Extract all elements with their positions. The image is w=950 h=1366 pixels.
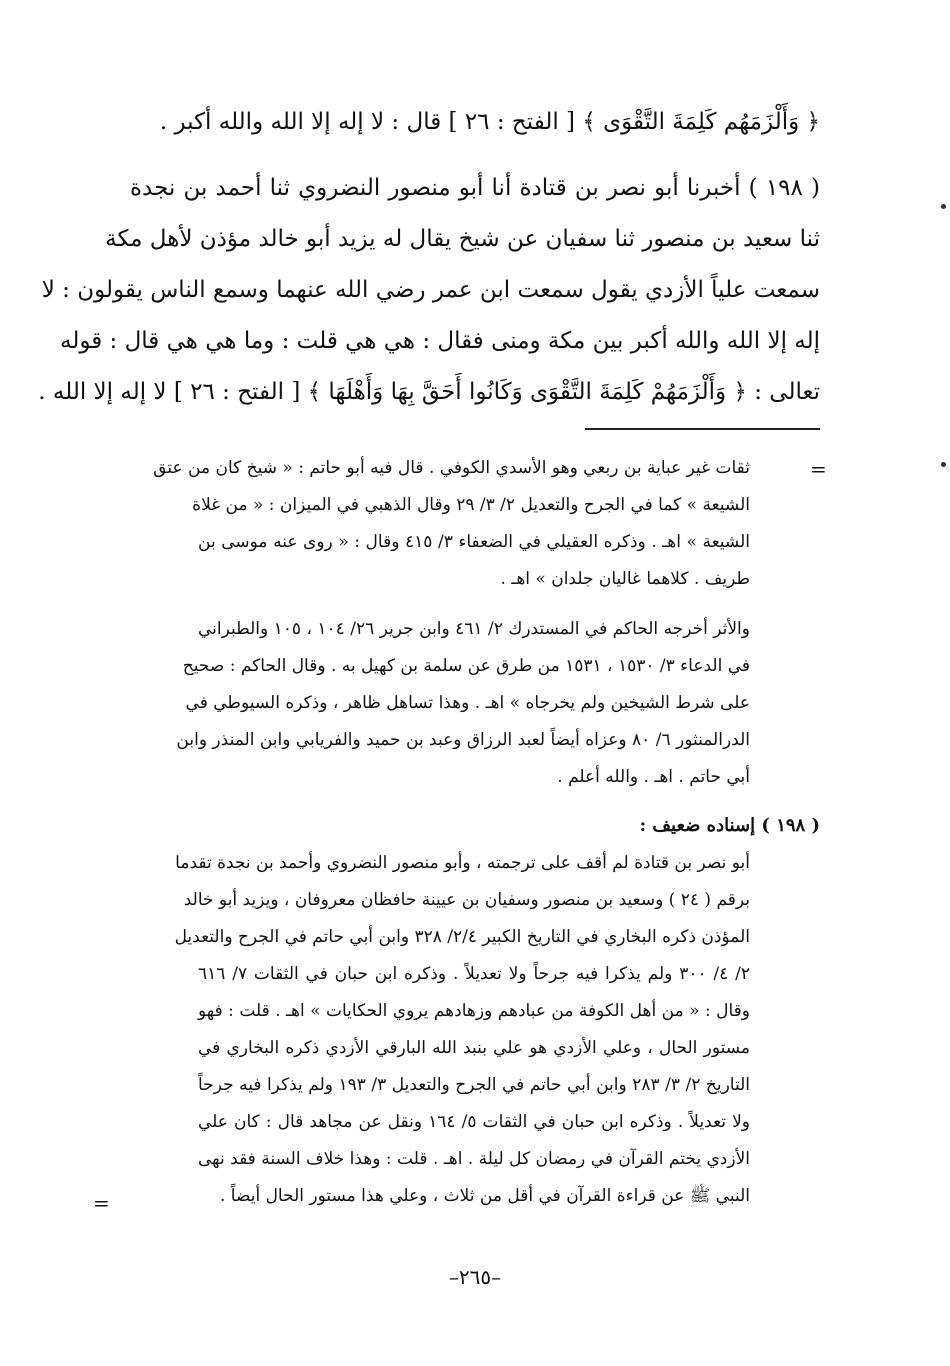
footnote-line: وقال : « من أهل الكوفة من عبادهم وزهادهم يروي الحكايات » اهـ . قلت : فهو [198, 1001, 750, 1021]
footnote-line: الشيعة » كما في الجرح والتعديل ٢/ ٣/ ٢٩ وقال الذهبي في الميزان : « من غلاة [192, 495, 750, 515]
footnote-line: ثقات غير عباية بن ربعي وهو الأسدي الكوفي . قال فيه أبو حاتم : « شيخ كان من عتق [153, 458, 750, 478]
footnote-line: طريف . كلاهما غاليان جلدان » اهـ . [500, 569, 750, 589]
scan-speck [941, 204, 946, 209]
footnote-line: على شرط الشيخين ولم يخرجاه » اهـ . وهذا تساهل ظاهر ، وذكره السيوطي في [185, 693, 750, 713]
footnote-line: ولا تعديلاً . وذكره ابن حبان في الثقات ٥/ ١٦٤ ونقل عن مجاهد قال : كان علي [198, 1112, 750, 1132]
footnote-line: الدرالمنثور ٦/ ٨٠ وعزاه أيضاً لعبد الرزاق وعبد بن حميد والفريابي وابن المنذر وابن [176, 730, 750, 750]
footnote-line: أبي حاتم . اهـ . والله أعلم . [557, 767, 750, 787]
footnote-continuation-mark: = [810, 457, 827, 481]
main-line: تعالى : ﴿ وَأَلْزَمَهُمْ كَلِمَةَ التَّقْوَى وَكَانُوا أَحَقَّ بِهَا وَأَهْلَهَا ﴾ [ الفتح : ٢٦ ] لا إله إلا الله . [38, 379, 820, 405]
footnote-line: مستور الحال ، وعلي الأزدي هو علي بنبد الله البارقي الأزدي ذكره البخاري في [198, 1038, 750, 1058]
main-line: إله إلا الله والله أكبر بين مكة ومنى فقال : هي هي قلت : وما هي هي قال : قوله [60, 328, 820, 354]
footnote-line: أبو نصر بن قتادة لم أقف على ترجمته ، وأبو منصور النضروي وأحمد بن نجدة تقدما [175, 853, 750, 873]
footnote-line: في الدعاء ٣/ ١٥٣٠ ، ١٥٣١ من طرق عن سلمة بن كهيل به . وقال الحاكم : صحيح [182, 656, 750, 676]
footnote-line: ٢/ ٤/ ٣٠٠ ولم يذكرا فيه جرحاً ولا تعديلاً . وذكره ابن حبان في الثقات ٧/ ٦١٦ [198, 964, 750, 984]
main-line: ( ١٩٨ ) أخبرنا أبو نصر بن قتادة أنا أبو منصور النضروي ثنا أحمد بن نجدة [130, 175, 820, 201]
footnote-line: النبي ﷺ عن قراءة القرآن في أقل من ثلاث ، وعلي هذا مستور الحال أيضاً . [219, 1186, 750, 1206]
footnote-line: الشيعة » اهـ . وذكره العقيلي في الضعفاء ٣/ ٤١٥ وقال : « روى عنه موسى بن [198, 532, 750, 552]
main-line: ﴿ وَأَلْزَمَهُم كَلِمَةَ التَّقْوَى ﴾ [ الفتح : ٢٦ ] قال : لا إله إلا الله والله أكبر . [159, 109, 820, 135]
main-line: ثنا سعيد بن منصور ثنا سفيان عن شيخ يقال له يزيد أبو خالد مؤذن لأهل مكة [105, 226, 820, 252]
footnote-line: التاريخ ٢/ ٣/ ٢٨٣ وابن أبي حاتم في الجرح والتعديل ٣/ ١٩٣ ولم يذكرا فيه جرحاً [198, 1075, 750, 1095]
main-line: سمعت علياً الأزدي يقول سمعت ابن عمر رضي الله عنهما وسمع الناس يقولون : لا [41, 277, 820, 303]
scan-speck [941, 462, 946, 467]
footnote-line: برقم ( ٢٤ ) وسعيد بن منصور وسفيان بن عيينة حافظان معروفان ، ويزيد أبو خالد [183, 890, 750, 910]
footnote-separator [585, 428, 820, 430]
footnote-line: المؤذن ذكره البخاري في التاريخ الكبير ٢/٤/ ٣٢٨ وابن أبي حاتم في الجرح والتعديل [174, 927, 750, 947]
footnote-line: والأثر أخرجه الحاكم في المستدرك ٢/ ٤٦١ وابن جرير ٢٦/ ١٠٤ ، ١٠٥ والطبراني [198, 619, 750, 639]
footnote-end-mark: = [93, 1191, 110, 1215]
footnote-heading: ( ١٩٨ ) إسناده ضعيف : [639, 815, 820, 836]
page-number: –٢٦٥– [448, 1265, 502, 1289]
footnote-line: الأزدي يختم القرآن في رمضان كل ليلة . اهـ . قلت : وهذا خلاف السنة فقد نهى [198, 1149, 750, 1169]
